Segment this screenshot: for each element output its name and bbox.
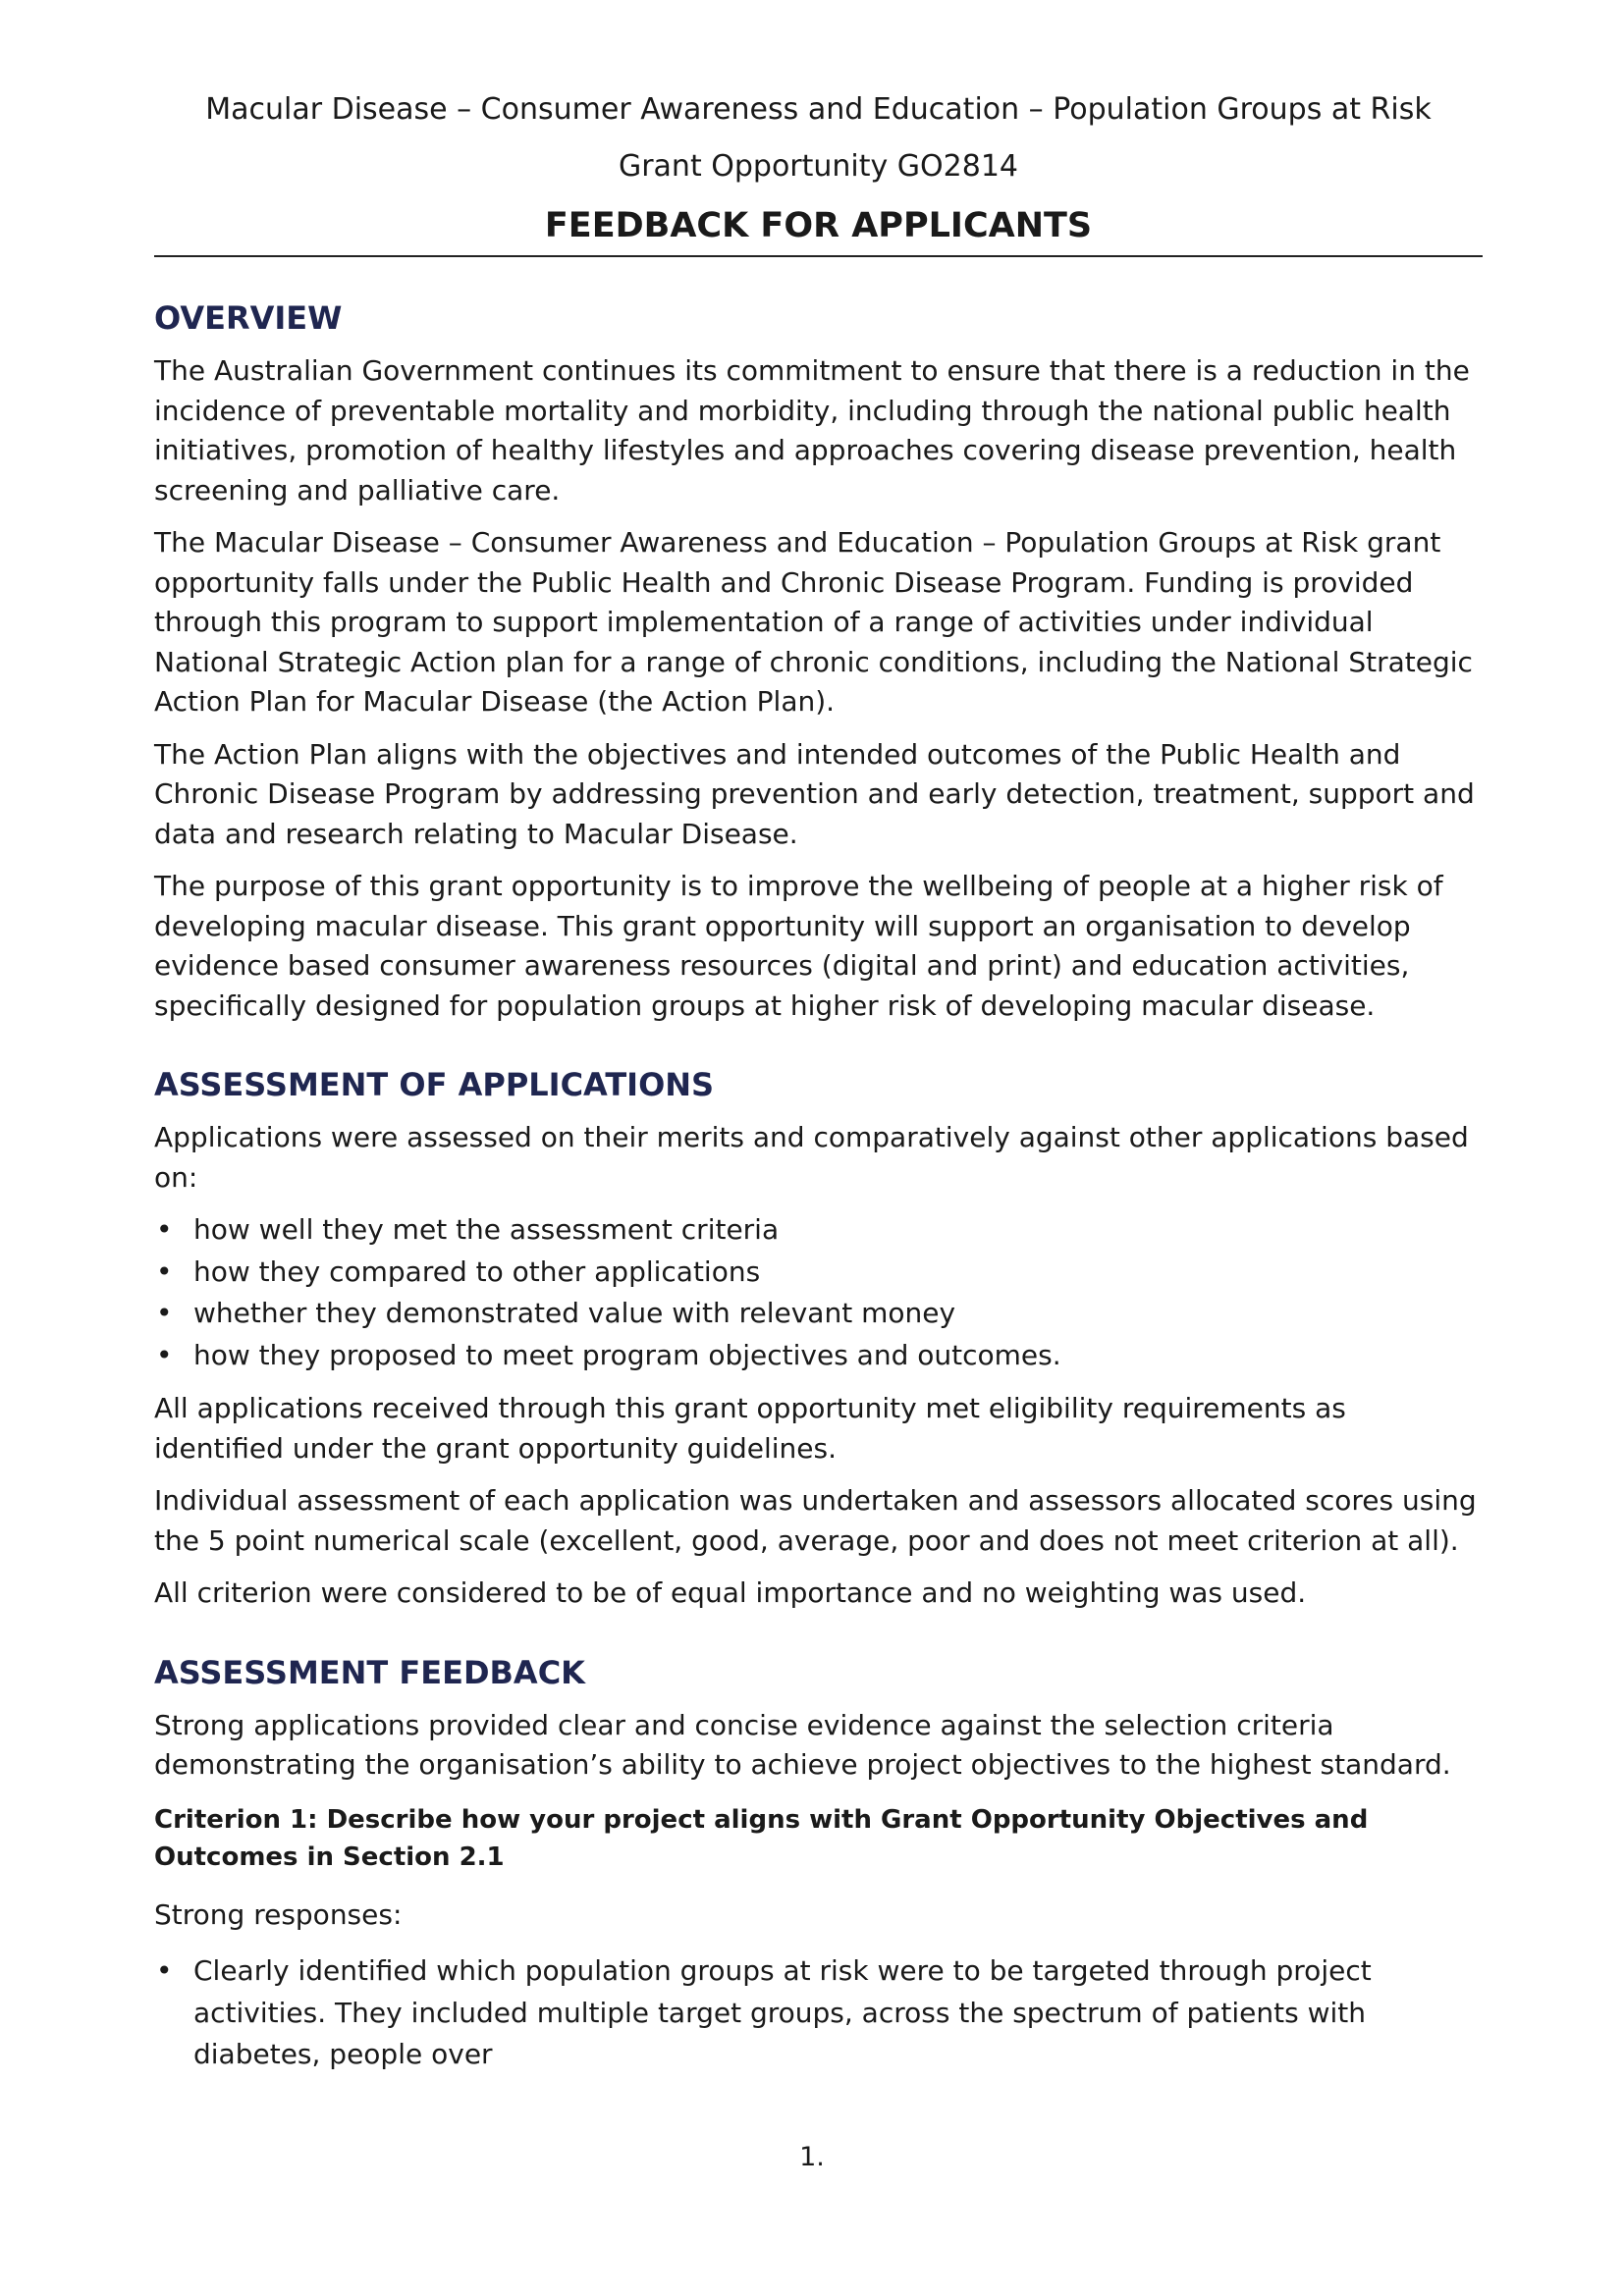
overview-paragraph: The Macular Disease – Consumer Awareness and Education – Population Groups at Risk grant opportunity falls under the Public Health and Chronic Disease Program. Funding is provided through this program to support implementation of a range of activities under individual National Strategic Action plan for a range of chronic conditions, including the National Strategic Action Plan for Macular Disease (the Action Plan). — [154, 526, 1473, 718]
assessment-criteria-list — [154, 1209, 1483, 1376]
overview-paragraph: The Action Plan aligns with the objectives and intended outcomes of the Public Health and Chronic Disease Program by addressing prevention and early detection, treatment, support and data and research relating to Macular Disease. — [154, 737, 1475, 850]
list-item: • Clearly identified which population groups at risk were to be targeted through project activities. They included multiple target groups, across the spectrum of patients with diabetes, people over — [154, 1950, 1483, 2076]
overview-paragraph: The Australian Government continues its commitment to ensure that there is a reduction in the incidence of preventable mortality and morbidity, including through the national public health initiatives, promotion of healthy lifestyles and approaches covering disease prevention, health screening and palliative care. — [154, 354, 1470, 507]
overview-heading: OVERVIEW — [154, 299, 343, 337]
strong-responses-list — [154, 1950, 1483, 2076]
feedback-intro: Strong applications provided clear and concise evidence against the selection criteria demonstrating the organisation’s ability to achieve project objectives to the highest standard. — [154, 1708, 1451, 1781]
assessment-heading: ASSESSMENT OF APPLICATIONS — [154, 1066, 715, 1103]
feedback-heading: ASSESSMENT FEEDBACK — [154, 1653, 585, 1691]
overview-paragraph: The purpose of this grant opportunity is to improve the wellbeing of people at a higher risk of developing macular disease. This grant opportunity will support an organisation to develop evidence based consumer awareness resources (digital and print) and education activities, specifically designed for population groups at higher risk of developing macular disease. — [154, 870, 1443, 1022]
list-item: • how well they met the assessment criteria — [154, 1209, 1483, 1252]
assessment-paragraph: All criterion were considered to be of equal importance and no weighting was used. — [154, 1576, 1307, 1609]
criterion-1-heading: Criterion 1: Describe how your project aligns with Grant Opportunity Objectives and Outcomes in Section 2.1 — [154, 1804, 1369, 1872]
document-title: FEEDBACK FOR APPLICANTS — [154, 202, 1483, 257]
assessment-intro: Applications were assessed on their merits and comparatively against other applications based on: — [154, 1121, 1469, 1194]
list-item: • how they compared to other applications — [154, 1252, 1483, 1294]
document-header-line2: Grant Opportunity GO2814 — [618, 149, 1019, 184]
strong-responses-label: Strong responses: — [154, 1897, 403, 1931]
list-item: • how they proposed to meet program objectives and outcomes. — [154, 1335, 1483, 1377]
document-header-line1: Macular Disease – Consumer Awareness and Education – Population Groups at Risk — [205, 92, 1432, 127]
page-number: 1. — [799, 2142, 825, 2172]
document-page — [154, 88, 1483, 2076]
assessment-paragraph: All applications received through this grant opportunity met eligibility requirements as identified under the grant opportunity guidelines. — [154, 1392, 1346, 1465]
list-item: • whether they demonstrated value with relevant money — [154, 1293, 1483, 1335]
assessment-paragraph: Individual assessment of each application was undertaken and assessors allocated scores using the 5 point numerical scale (excellent, good, average, poor and does not meet criterion at all). — [154, 1484, 1477, 1557]
